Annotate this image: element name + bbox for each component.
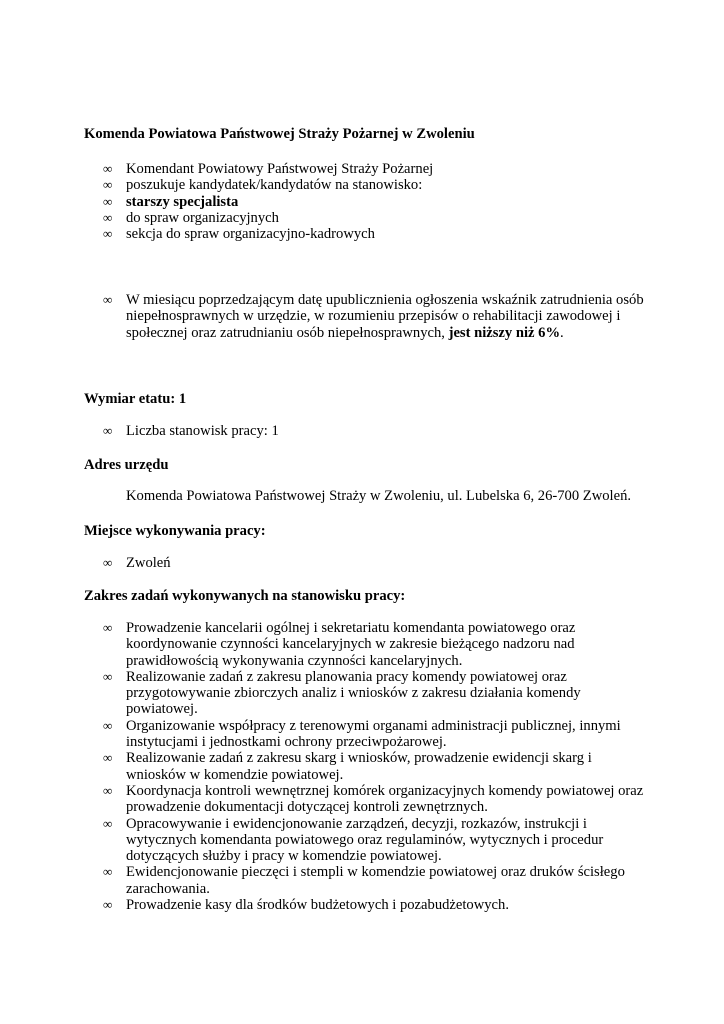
- infinity-bullet-icon: ∞: [103, 897, 113, 913]
- infinity-bullet-icon: ∞: [103, 864, 113, 880]
- infinity-bullet-icon: ∞: [103, 226, 113, 242]
- infinity-bullet-icon: ∞: [103, 620, 113, 635]
- duty-item: ∞ Prowadzenie kasy dla środków budżetowych i pozabudżetowych.: [103, 897, 509, 914]
- disability-notice-list: [0, 292, 724, 341]
- infinity-bullet-icon: ∞: [103, 555, 113, 570]
- infinity-bullet-icon: ∞: [103, 782, 113, 798]
- office-address-heading: Adres urzędu: [84, 457, 169, 473]
- disability-notice: ∞ W miesiącu poprzedzającym datę upublicznienia ogłoszenia wskaźnik zatrudnienia osób niepełnosprawnych w urzędzie, w rozumieniu przepisów o rehabilitacji zawodowej i społecznej oraz zatrudnianiu osób niepełnosprawnych, jest niższy niż 6%.: [103, 292, 644, 341]
- duty-item: ∞ Opracowywanie i ewidencjonowanie zarządzeń, decyzji, rozkazów, instrukcji i wytycznych komendanta powiatowego oraz regulaminów, wytycznych i procedur dotyczących służby i pracy w komendzie powiatowej.: [103, 815, 604, 865]
- infinity-bullet-icon: ∞: [103, 668, 113, 684]
- document-title: Komenda Powiatowa Państwowej Straży Pożarnej w Zwoleniu: [84, 126, 475, 142]
- list-item: ∞ sekcja do spraw organizacyjno-kadrowych: [103, 226, 375, 243]
- infinity-bullet-icon: ∞: [103, 161, 113, 176]
- duty-item: ∞ Organizowanie współpracy z terenowymi organami administracji publicznej, innymi instytucjami i jednostkami ochrony przeciwpożarowej.: [103, 717, 621, 751]
- infinity-bullet-icon: ∞: [103, 193, 113, 209]
- duties-list: [0, 620, 724, 913]
- list-item: [0, 194, 724, 210]
- list-item: ∞ poszukuje kandydatek/kandydatów na stanowisko:: [103, 177, 423, 194]
- workplace-list: [0, 555, 724, 571]
- intro-list: [0, 161, 724, 242]
- infinity-bullet-icon: ∞: [103, 209, 113, 225]
- infinity-bullet-icon: ∞: [103, 292, 113, 307]
- list-item: ∞ do spraw organizacyjnych: [103, 209, 279, 226]
- duty-item: ∞ Ewidencjonowanie pieczęci i stempli w komendzie powiatowej oraz druków ścisłego zarachowania.: [103, 864, 625, 897]
- duty-item: ∞ Realizowanie zadań z zakresu planowania pracy komendy powiatowej oraz przygotowywanie zbiorczych analiz i wniosków z zakresu działania komendy powiatowej.: [103, 668, 581, 718]
- office-address-text: Komenda Powiatowa Państwowej Straży w Zwoleniu, ul. Lubelska 6, 26-700 Zwoleń.: [126, 488, 632, 504]
- infinity-bullet-icon: ∞: [103, 717, 113, 733]
- infinity-bullet-icon: ∞: [103, 750, 113, 766]
- employment-rate-statement: jest niższy niż 6%: [448, 324, 561, 341]
- infinity-bullet-icon: ∞: [103, 423, 113, 438]
- infinity-bullet-icon: ∞: [103, 815, 113, 831]
- list-item: ∞ Liczba stanowisk pracy: 1: [103, 423, 279, 439]
- duty-item: ∞ Koordynacja kontroli wewnętrznej komórek organizacyjnych komendy powiatowej oraz prowadzenie dokumentacji dotyczącej kontroli zewnętrznych.: [103, 782, 644, 816]
- positions-list: [0, 423, 724, 439]
- employment-heading: Wymiar etatu: 1: [84, 391, 187, 407]
- duties-heading: Zakres zadań wykonywanych na stanowisku pracy:: [84, 588, 406, 604]
- duty-item: ∞ Realizowanie zadań z zakresu skarg i wniosków, prowadzenie ewidencji skarg i wniosków w komendzie powiatowej.: [103, 750, 592, 783]
- infinity-bullet-icon: ∞: [103, 177, 113, 193]
- position-title: starszy specjalista: [126, 193, 239, 210]
- list-item: ∞ Zwoleń: [103, 555, 171, 571]
- workplace-heading: Miejsce wykonywania pracy:: [84, 523, 266, 539]
- list-item: ∞ Komendant Powiatowy Państwowej Straży Pożarnej: [103, 161, 434, 177]
- duty-item: ∞ Prowadzenie kancelarii ogólnej i sekretariatu komendanta powiatowego oraz koordynowanie czynności kancelaryjnych w zakresie bieżącego nadzoru nad prawidłowością wykonywania czynności kancelaryjnych.: [103, 620, 576, 669]
